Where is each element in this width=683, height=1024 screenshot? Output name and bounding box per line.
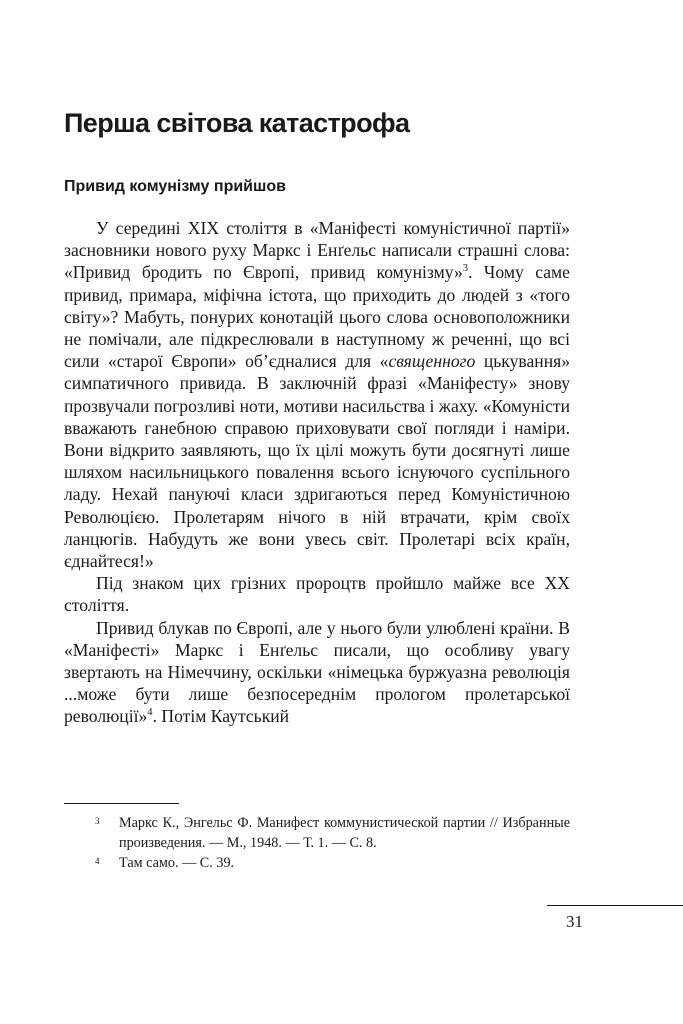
footnote-4 <box>64 853 570 873</box>
paragraph-2: Під знаком цих грізних пророцтв пройшло майже все XX століття. <box>64 573 570 616</box>
footnote-ref-3[interactable]: 3 <box>462 263 469 275</box>
page-number: 31 <box>566 912 583 931</box>
body-text <box>64 217 570 728</box>
footnote-divider <box>64 803 179 804</box>
paragraph-3: Привид блукав по Європі, але у нього були улюблені країни. В «Маніфесті» Маркс і Енґельс писали, що особливу увагу звертають на Німеччину, оскільки «німецька буржуазна революція ...може бути лише безпосереднім прологом пролетарської революції»$^4$. Потім Каутський <box>64 617 570 727</box>
footnote-number: 3 <box>95 816 100 826</box>
section-title: Привид комунізму прийшов <box>64 178 286 195</box>
footnote-text: Там само. — С. 39. <box>119 855 235 871</box>
footnotes <box>64 813 570 873</box>
italic-word: священного <box>388 351 476 372</box>
footnote-ref-4[interactable]: 4 <box>147 707 153 719</box>
chapter-title: Перша світова катастрофа <box>64 108 410 138</box>
paragraph-1: У середині XIX століття в «Маніфесті комуністичної партії» засновники нового руху Маркс і Енґельс написали страшні слова: «Привид бродить по Європі, привид комунізму»$^3$. Чому саме привид, примара, міфічна істота, що приходить до людей з «того світу»? Мабуть, понурих конотацій цього слова основоположники не помічали, але підкреслювали в наступному ж реченні, що всі сили «старої Європи» об’єдналися для «священного цькування» симпатичного привида. В заключній фразі «Маніфесту» знову прозвучали погрозливі ноти, мотиви насильства і жаху. «Комуністи вважають ганебною справою приховувати свої погляди і наміри. Вони відкрито заявляють, що їх цілі можуть бути досягнуті лише шляхом насильницького повалення всього існуючого суспільного ладу. Нехай пануючі класи здригаються перед Комуністичною Революцією. Пролетарям нічого в ній втрачати, крім своїх ланцюгів. Набудуть же вони увесь світ. Пролетарі всіх країн, єднайтеся!» <box>64 218 570 572</box>
footnote-text: Маркс К., Энгельс Ф. Манифест коммунистической партии // Избранные произведения. — М., 1948. — Т. 1. — С. 8. <box>119 815 570 851</box>
footnote-number: 4 <box>95 856 100 866</box>
footnote-3 <box>64 813 570 853</box>
page-number-rule <box>547 905 683 906</box>
